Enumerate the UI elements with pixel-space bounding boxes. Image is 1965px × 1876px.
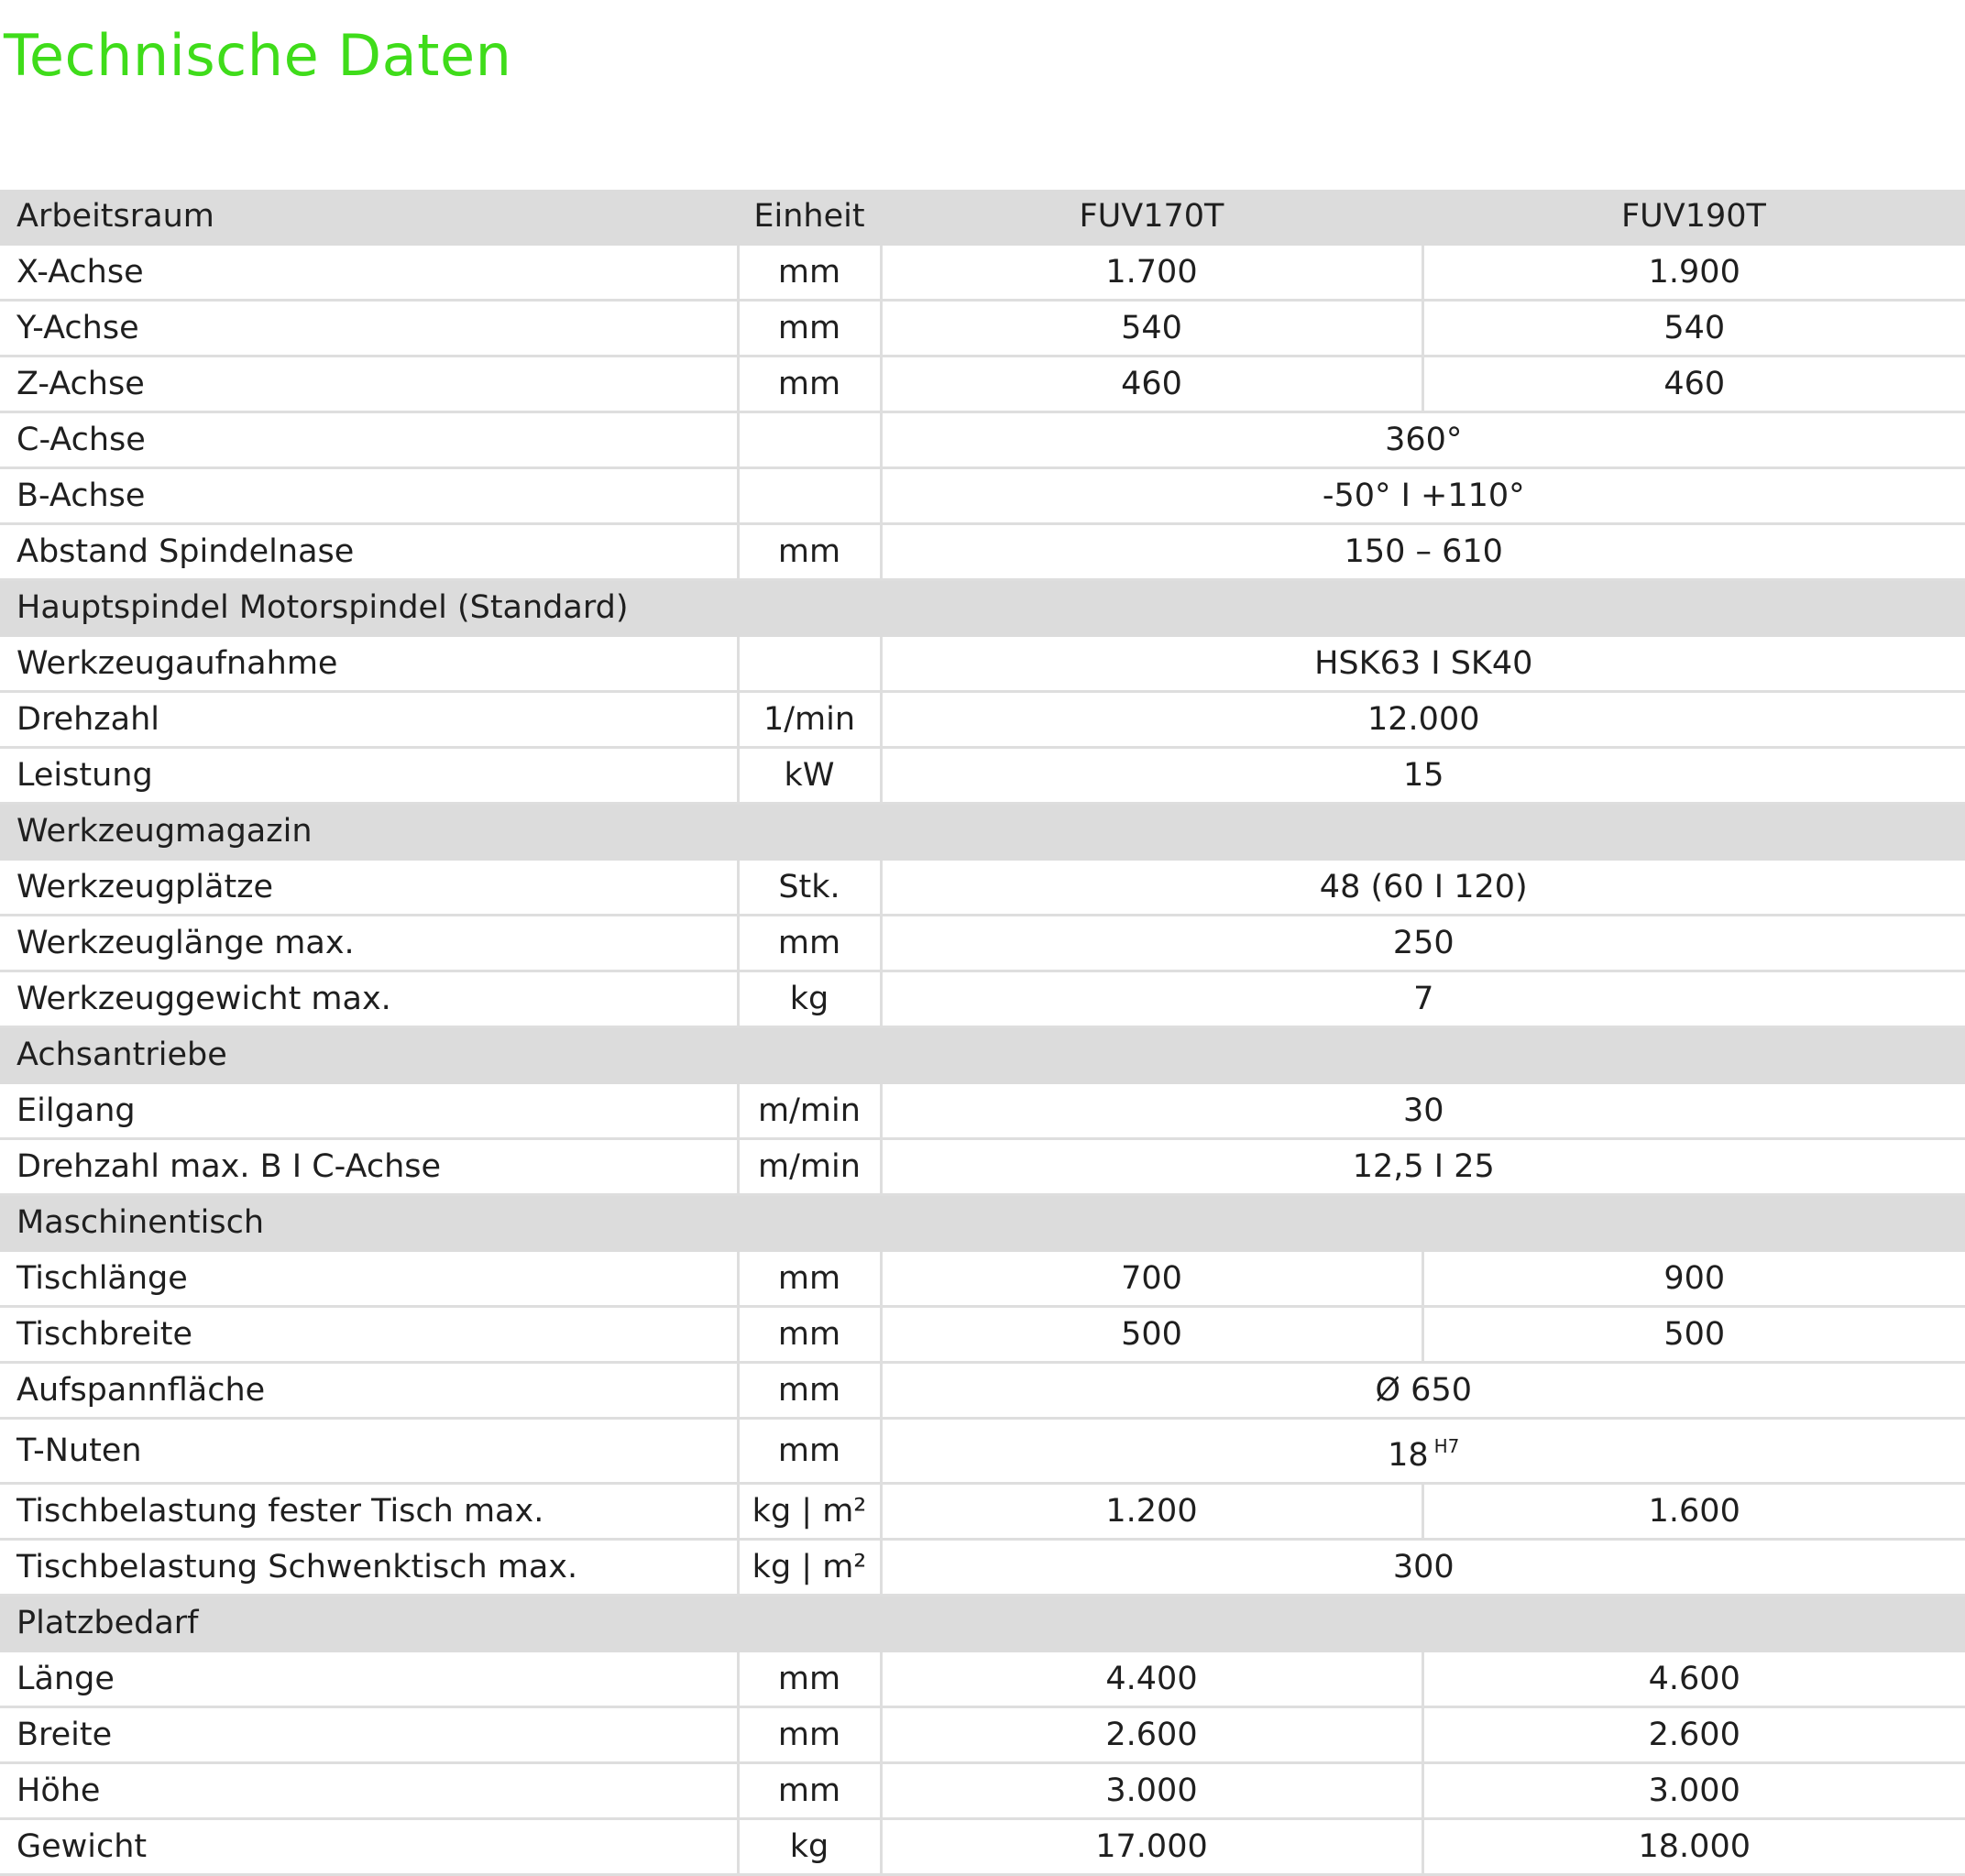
row-value: HSK63 I SK40 — [881, 636, 1965, 692]
section-row — [0, 580, 1965, 636]
row-value: 900 — [1422, 1251, 1965, 1307]
row-unit: kg — [738, 1819, 881, 1875]
table-row — [0, 412, 1965, 468]
table-row — [0, 1251, 1965, 1307]
row-value: 300 — [881, 1540, 1965, 1596]
row-label: Werkzeugplätze — [0, 860, 738, 916]
row-unit: mm — [738, 301, 881, 357]
table-row — [0, 301, 1965, 357]
row-value: 700 — [881, 1251, 1422, 1307]
table-row — [0, 748, 1965, 804]
table-row — [0, 245, 1965, 301]
row-unit: mm — [738, 357, 881, 412]
table-row — [0, 860, 1965, 916]
row-label: X-Achse — [0, 245, 738, 301]
row-value-cell — [881, 1419, 1965, 1484]
row-unit — [738, 636, 881, 692]
row-label: Drehzahl max. B I C-Achse — [0, 1139, 738, 1195]
row-unit — [738, 412, 881, 468]
row-label: T-Nuten — [0, 1419, 738, 1484]
row-value: 18 — [1388, 1437, 1429, 1474]
row-label: Aufspannfläche — [0, 1363, 738, 1419]
row-unit: kg — [738, 971, 881, 1027]
row-label: Breite — [0, 1707, 738, 1763]
row-value: 1.200 — [881, 1484, 1422, 1540]
row-value: 18.000 — [1422, 1819, 1965, 1875]
row-unit: Stk. — [738, 860, 881, 916]
row-value: 3.000 — [1422, 1763, 1965, 1819]
table-header-row — [0, 190, 1965, 245]
table-row — [0, 1707, 1965, 1763]
section-row — [0, 1195, 1965, 1251]
row-value: 12.000 — [881, 692, 1965, 748]
row-unit: mm — [738, 916, 881, 971]
row-value: 1.600 — [1422, 1484, 1965, 1540]
row-value: 48 (60 I 120) — [881, 860, 1965, 916]
row-label: Abstand Spindelnase — [0, 524, 738, 580]
section-row — [0, 1027, 1965, 1083]
table-row — [0, 1540, 1965, 1596]
row-unit: mm — [738, 1307, 881, 1363]
tolerance-superscript: H7 — [1433, 1435, 1460, 1457]
section-label: Achsantriebe — [0, 1027, 1965, 1083]
row-value: 500 — [881, 1307, 1422, 1363]
row-value: -50° I +110° — [881, 468, 1965, 524]
row-unit: mm — [738, 1251, 881, 1307]
model-column-header: FUV190T — [1422, 190, 1965, 245]
row-label: Werkzeuglänge max. — [0, 916, 738, 971]
row-value: 4.400 — [881, 1651, 1422, 1707]
unit-column-header: Einheit — [738, 190, 881, 245]
row-label: B-Achse — [0, 468, 738, 524]
table-row — [0, 692, 1965, 748]
row-value: 540 — [1422, 301, 1965, 357]
row-value: 150 – 610 — [881, 524, 1965, 580]
row-label: Tischbreite — [0, 1307, 738, 1363]
table-row — [0, 1419, 1965, 1484]
row-label: Tischbelastung fester Tisch max. — [0, 1484, 738, 1540]
row-value: 15 — [881, 748, 1965, 804]
table-row — [0, 468, 1965, 524]
spec-table — [0, 190, 1965, 1876]
row-value: 2.600 — [881, 1707, 1422, 1763]
row-unit: mm — [738, 1363, 881, 1419]
row-unit: mm — [738, 1707, 881, 1763]
table-row — [0, 1484, 1965, 1540]
row-label: Y-Achse — [0, 301, 738, 357]
row-value: 17.000 — [881, 1819, 1422, 1875]
table-row — [0, 1763, 1965, 1819]
row-unit — [738, 468, 881, 524]
table-row — [0, 1651, 1965, 1707]
page-title: Technische Daten — [4, 22, 512, 89]
row-label: Tischlänge — [0, 1251, 738, 1307]
row-label: Leistung — [0, 748, 738, 804]
table-row — [0, 1083, 1965, 1139]
row-label: Länge — [0, 1651, 738, 1707]
row-value: 360° — [881, 412, 1965, 468]
row-value: 460 — [881, 357, 1422, 412]
table-row — [0, 1819, 1965, 1875]
table-row — [0, 1139, 1965, 1195]
row-unit: 1/min — [738, 692, 881, 748]
model-column-header: FUV170T — [881, 190, 1422, 245]
section-label: Werkzeugmagazin — [0, 804, 1965, 860]
row-unit: kg | m² — [738, 1540, 881, 1596]
row-label: Werkzeugaufnahme — [0, 636, 738, 692]
row-value: 1.700 — [881, 245, 1422, 301]
row-unit: kW — [738, 748, 881, 804]
row-value: 3.000 — [881, 1763, 1422, 1819]
row-unit: mm — [738, 1419, 881, 1484]
row-value: 2.600 — [1422, 1707, 1965, 1763]
table-row — [0, 971, 1965, 1027]
row-value: 12,5 I 25 — [881, 1139, 1965, 1195]
row-value: 30 — [881, 1083, 1965, 1139]
row-label: Gewicht — [0, 1819, 738, 1875]
table-row — [0, 916, 1965, 971]
row-unit: mm — [738, 245, 881, 301]
row-label: Z-Achse — [0, 357, 738, 412]
table-row — [0, 1307, 1965, 1363]
row-unit: mm — [738, 524, 881, 580]
row-label: C-Achse — [0, 412, 738, 468]
row-value: 1.900 — [1422, 245, 1965, 301]
row-value: 7 — [881, 971, 1965, 1027]
row-unit: mm — [738, 1763, 881, 1819]
section-label: Maschinentisch — [0, 1195, 1965, 1251]
row-value: 4.600 — [1422, 1651, 1965, 1707]
table-row — [0, 524, 1965, 580]
section-row — [0, 1596, 1965, 1651]
section-label: Arbeitsraum — [0, 190, 738, 245]
row-unit: m/min — [738, 1083, 881, 1139]
section-row — [0, 804, 1965, 860]
row-label: Höhe — [0, 1763, 738, 1819]
row-unit: kg | m² — [738, 1484, 881, 1540]
section-label: Platzbedarf — [0, 1596, 1965, 1651]
table-row — [0, 636, 1965, 692]
row-unit: m/min — [738, 1139, 881, 1195]
row-unit: mm — [738, 1651, 881, 1707]
row-value: 500 — [1422, 1307, 1965, 1363]
row-label: Eilgang — [0, 1083, 738, 1139]
row-label: Drehzahl — [0, 692, 738, 748]
row-value: Ø 650 — [881, 1363, 1965, 1419]
row-value: 460 — [1422, 357, 1965, 412]
section-label: Hauptspindel Motorspindel (Standard) — [0, 580, 1965, 636]
row-value: 540 — [881, 301, 1422, 357]
row-value: 250 — [881, 916, 1965, 971]
table-row — [0, 1363, 1965, 1419]
table-row — [0, 357, 1965, 412]
row-label: Werkzeuggewicht max. — [0, 971, 738, 1027]
row-label: Tischbelastung Schwenktisch max. — [0, 1540, 738, 1596]
